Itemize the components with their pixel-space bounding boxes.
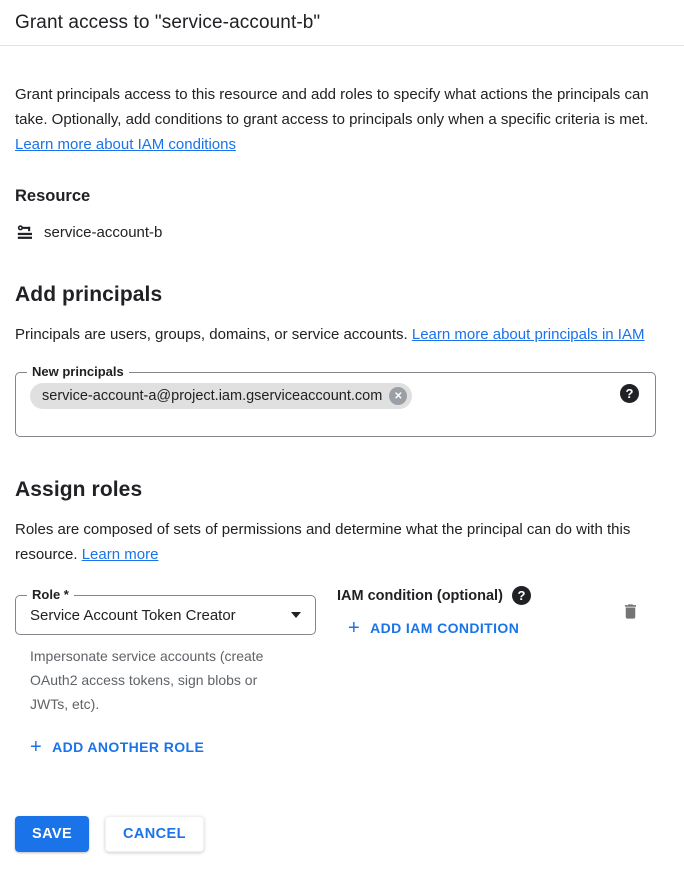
learn-more-principals-link[interactable]: Learn more about principals in IAM: [411, 326, 645, 343]
new-principals-field[interactable]: [15, 364, 656, 437]
dropdown-arrow-icon: [291, 612, 301, 618]
dialog-body: [0, 82, 684, 852]
resource-row: [15, 222, 656, 242]
dialog-actions: [15, 816, 656, 852]
add-another-role-label: ADD ANOTHER ROLE: [52, 739, 205, 755]
condition-column: [337, 586, 531, 639]
page-title: Grant access to "service-account-b": [15, 11, 321, 33]
assign-roles-heading: Assign roles: [15, 478, 143, 501]
add-principals-heading: Add principals: [15, 283, 163, 306]
role-binding-row: [15, 587, 656, 716]
role-select[interactable]: [15, 587, 316, 635]
role-column: [15, 587, 316, 716]
add-iam-condition-label: ADD IAM CONDITION: [370, 620, 520, 636]
trash-icon: [621, 609, 640, 624]
learn-more-roles-link[interactable]: Learn more: [81, 546, 159, 563]
delete-role-button[interactable]: [621, 602, 640, 621]
intro-text-body: Grant principals access to this resource and add roles to specify what actions the principals can take. Optionally, add conditions to grant access to principals only when a specific criteria is met.: [15, 86, 649, 128]
plus-icon: +: [348, 617, 361, 639]
save-button[interactable]: SAVE: [15, 816, 89, 852]
role-label: Role *: [27, 587, 74, 602]
principal-chip-label: service-account-a@project.iam.gserviceaccount.com: [42, 388, 383, 404]
principals-help-icon[interactable]: ?: [620, 384, 639, 403]
add-iam-condition-button[interactable]: [348, 618, 519, 638]
role-value: Service Account Token Creator: [30, 606, 236, 624]
resource-heading: Resource: [15, 187, 91, 205]
chip-remove-icon[interactable]: ✕: [389, 387, 407, 405]
learn-more-iam-conditions-link[interactable]: Learn more about IAM conditions: [15, 136, 236, 153]
roles-description: [15, 517, 656, 567]
plus-icon: +: [30, 736, 43, 758]
service-account-icon: [15, 222, 35, 242]
principals-description-body: Principals are users, groups, domains, or service accounts.: [15, 326, 408, 343]
roles-description-body: Roles are composed of sets of permissions and determine what the principal can do with this resource.: [15, 521, 631, 563]
cancel-button[interactable]: CANCEL: [105, 816, 204, 852]
intro-text: [15, 82, 656, 157]
principals-description: [15, 322, 656, 347]
resource-name: service-account-b: [44, 223, 163, 241]
new-principals-label: New principals: [27, 364, 129, 379]
dialog-header: [0, 0, 684, 46]
principal-chip[interactable]: [30, 383, 412, 409]
iam-condition-label: IAM condition (optional): [337, 587, 503, 604]
condition-help-icon[interactable]: ?: [512, 586, 531, 605]
role-description: Impersonate service accounts (create OAuth2 access tokens, sign blobs or JWTs, etc).: [30, 648, 264, 712]
add-another-role-button[interactable]: [30, 737, 204, 757]
